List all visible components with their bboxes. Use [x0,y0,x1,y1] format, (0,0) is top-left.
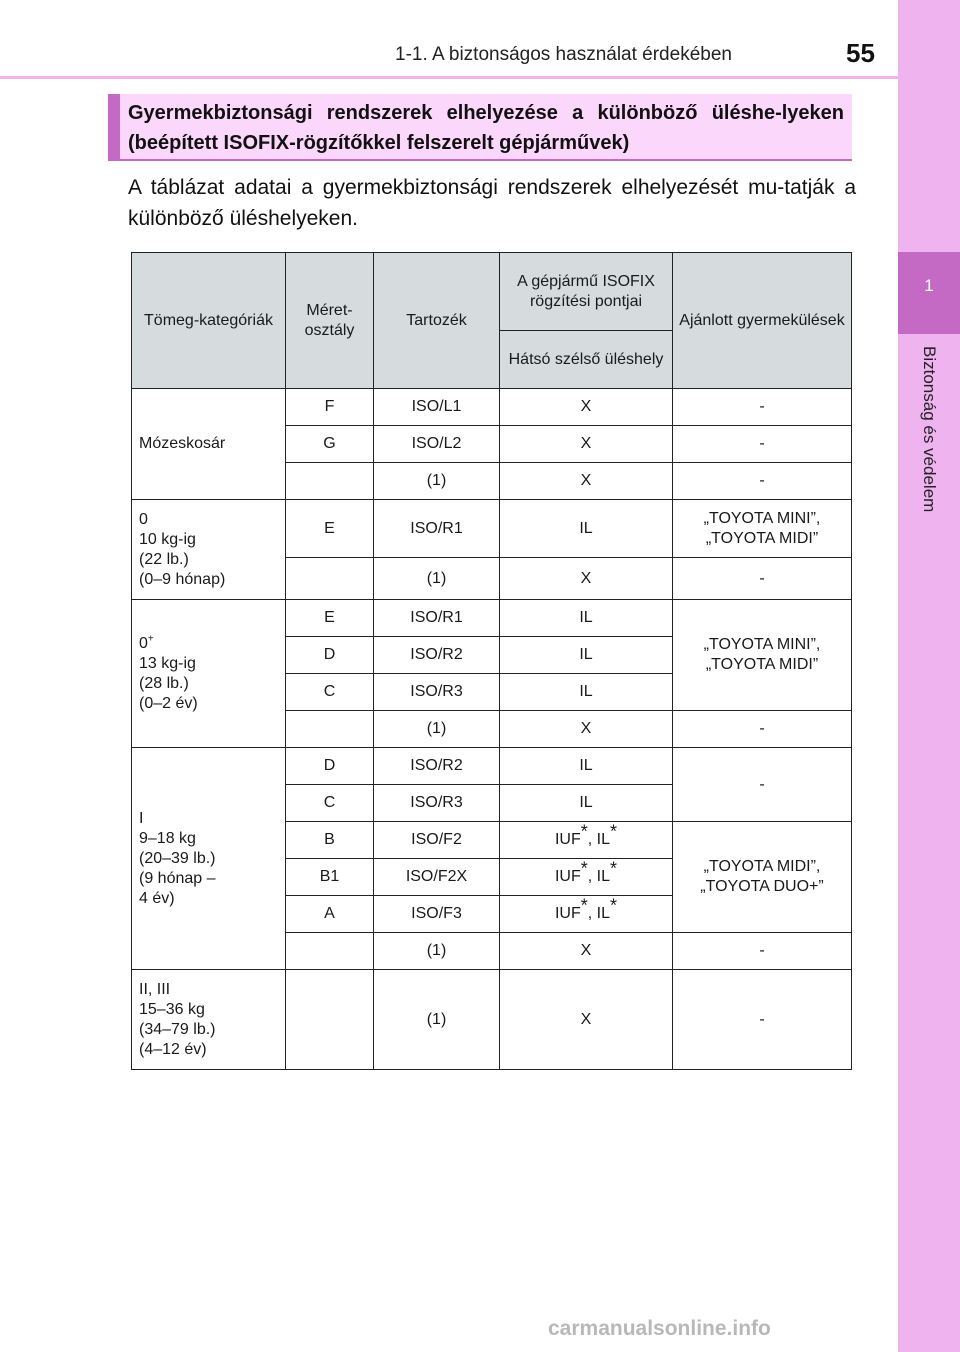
table-row [132,500,852,558]
table-row [132,970,852,1070]
group-cell [132,500,286,600]
group-line: (34–79 lb.) [139,1020,216,1038]
rear-cell: X [500,970,673,1070]
recommended-cell: - [673,933,852,970]
intro-paragraph: A táblázat adatai a gyermekbiztonsági rendszerek elhelyezését mu-tatják a különböző üléshelyeken. [128,176,856,230]
isofix-table [131,252,852,1070]
chapter-label: Biztonság és védelem [920,346,939,513]
size-cell: G [286,426,374,463]
rear-cell: IL [500,748,673,785]
section-heading-accent [108,94,120,161]
rear-cell: IUF*, IL* [500,822,673,859]
size-cell: B [286,822,374,859]
group-line: 0+ [139,633,154,652]
header-rule [0,76,898,79]
group-line: (4–12 év) [139,1040,207,1058]
group-line: II, III [139,980,171,998]
recommended-cell: - [673,748,852,822]
size-cell: B1 [286,859,374,896]
chapter-number: 1 [924,276,934,295]
watermark: carmanualsonline.info [548,1317,771,1340]
fixture-cell: ISO/R1 [374,600,500,637]
section-title: Gyermekbiztonsági rendszerek elhelyezése a különböző üléshe-lyeken (beépített ISOFIX-rögzítőkkel felszerelt gépjárművek) [128,102,844,154]
size-cell: A [286,896,374,933]
group-line: (20–39 lb.) [139,849,216,867]
size-cell [286,970,374,1070]
fixture-cell: (1) [374,970,500,1070]
group-line: (22 lb.) [139,550,189,568]
fixture-cell: ISO/L2 [374,426,500,463]
fixture-cell: ISO/F2 [374,822,500,859]
fixture-cell: ISO/F3 [374,896,500,933]
rear-cell: IL [500,637,673,674]
recommended-cell: „TOYOTA MINI”, „TOYOTA MIDI” [673,600,852,711]
header-rear-outboard: Hátsó szélső üléshely [500,331,673,389]
recommended-cell: - [673,426,852,463]
group-line: 15–36 kg [139,1000,205,1018]
recommended-cell: „TOYOTA MINI”, „TOYOTA MIDI” [673,500,852,558]
size-cell [286,558,374,600]
group-line: I [139,809,144,827]
size-cell: E [286,500,374,558]
rear-cell: X [500,463,673,500]
rear-cell: X [500,933,673,970]
size-cell: E [286,600,374,637]
size-cell [286,711,374,748]
fixture-cell: ISO/L1 [374,389,500,426]
header-fixture: Tartozék [374,253,500,389]
header-recommended: Ajánlott gyermekülések [673,253,852,389]
group-line: (28 lb.) [139,674,189,692]
group-line: (0–9 hónap) [139,570,226,588]
fixture-cell: ISO/R2 [374,748,500,785]
size-cell [286,463,374,500]
fixture-cell: ISO/R2 [374,637,500,674]
rear-cell: X [500,426,673,463]
fixture-cell: (1) [374,711,500,748]
rear-cell: IUF*, IL* [500,859,673,896]
page-number: 55 [846,38,875,68]
running-header: 1-1. A biztonságos használat érdekében [395,44,732,65]
table-row [132,389,852,426]
group-line: 13 kg-ig [139,654,196,672]
group-cell: Mózeskosár [132,389,286,500]
fixture-cell: (1) [374,558,500,600]
fixture-cell: (1) [374,933,500,970]
size-cell [286,933,374,970]
group-cell [132,748,286,970]
side-strip [898,0,960,1352]
group-cell [132,600,286,748]
chapter-tab[interactable] [898,252,960,334]
fixture-cell: ISO/R3 [374,674,500,711]
group-cell [132,970,286,1070]
fixture-cell: ISO/R3 [374,785,500,822]
size-cell: C [286,674,374,711]
recommended-cell: - [673,389,852,426]
rear-cell: IUF*, IL* [500,896,673,933]
rear-cell: X [500,389,673,426]
size-cell: F [286,389,374,426]
fixture-cell: ISO/R1 [374,500,500,558]
rear-cell: IL [500,674,673,711]
table-row [132,748,852,785]
recommended-cell: - [673,970,852,1070]
size-cell: D [286,637,374,674]
group-line: (9 hónap – [139,869,216,887]
rear-cell: IL [500,785,673,822]
recommended-cell: „TOYOTA MIDI”, „TOYOTA DUO+” [673,822,852,933]
fixture-cell: ISO/F2X [374,859,500,896]
group-line: 0 [139,510,148,528]
header-size-class: Méret-osztály [286,253,374,389]
recommended-cell: - [673,558,852,600]
recommended-cell: - [673,463,852,500]
rear-cell: X [500,558,673,600]
header-isofix-positions: A gépjármű ISOFIX rögzítési pontjai [500,253,673,331]
recommended-cell: - [673,711,852,748]
rear-cell: IL [500,500,673,558]
group-line: 9–18 kg [139,829,196,847]
group-line: 10 kg-ig [139,530,196,548]
rear-cell: X [500,711,673,748]
size-cell: C [286,785,374,822]
size-cell: D [286,748,374,785]
fixture-cell: (1) [374,463,500,500]
group-line: 4 év) [139,889,175,907]
rear-cell: IL [500,600,673,637]
group-line: (0–2 év) [139,694,198,712]
table-row [132,600,852,637]
header-mass-category: Tömeg-kategóriák [132,253,286,389]
